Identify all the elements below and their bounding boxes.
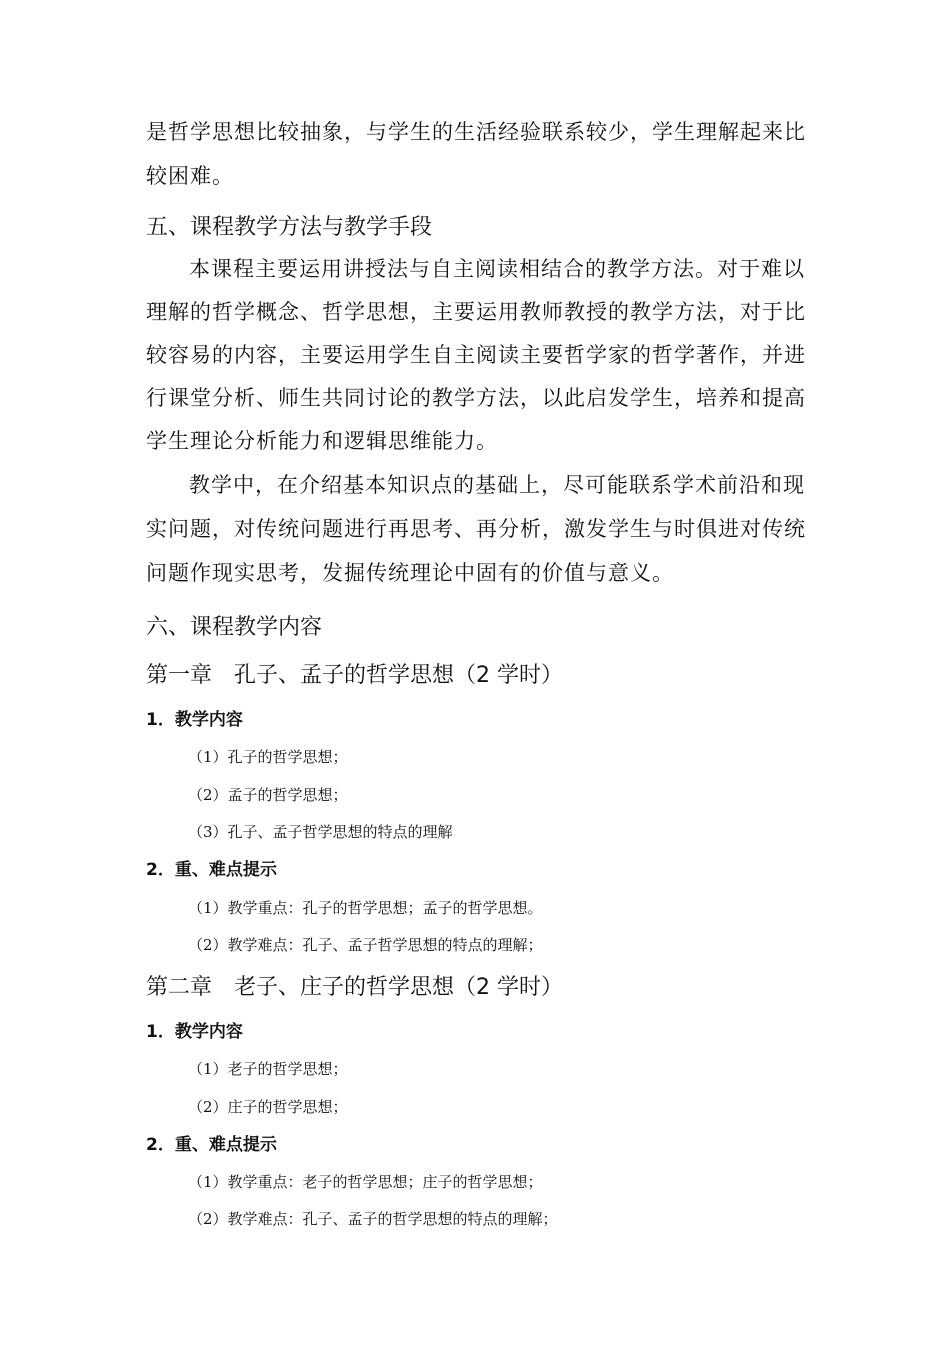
paragraph-line: 较容易的内容，主要运用学生自主阅读主要哲学家的哲学著作，并进 (146, 343, 806, 367)
sub-heading-key-points: 2．重、难点提示 (146, 1135, 277, 1155)
paragraph-line: 较困难。 (146, 164, 234, 188)
section-heading-teaching-methods: 五、课程教学方法与教学手段 (146, 215, 433, 240)
list-item: （3）孔子、孟子哲学思想的特点的理解 (188, 823, 453, 841)
list-item: （2）教学难点：孔子、孟子的哲学思想的特点的理解； (188, 1210, 558, 1228)
list-item: （1）教学重点：老子的哲学思想；庄子的哲学思想； (188, 1173, 543, 1191)
sub-heading-key-points: 2．重、难点提示 (146, 860, 277, 880)
sub-heading-teaching-content: 1．教学内容 (146, 1022, 243, 1042)
list-item: （1）老子的哲学思想； (188, 1060, 348, 1078)
paragraph-line: 是哲学思想比较抽象，与学生的生活经验联系较少，学生理解起来比 (146, 120, 806, 144)
list-item: （2）孟子的哲学思想； (188, 786, 348, 804)
paragraph-line: 理解的哲学概念、哲学思想，主要运用教师教授的教学方法，对于比 (146, 300, 806, 324)
section-heading-course-content: 六、课程教学内容 (146, 615, 323, 640)
paragraph-line: 实问题，对传统问题进行再思考、再分析，激发学生与时俱进对传统 (146, 517, 806, 541)
list-item: （1）教学重点：孔子的哲学思想；孟子的哲学思想。 (188, 899, 543, 917)
paragraph-line: 教学中，在介绍基本知识点的基础上，尽可能联系学术前沿和现 (189, 473, 805, 497)
sub-heading-teaching-content: 1．教学内容 (146, 710, 243, 730)
list-item: （1）孔子的哲学思想； (188, 748, 348, 766)
list-item: （2）教学难点：孔子、孟子哲学思想的特点的理解； (188, 936, 543, 954)
chapter-title: 第一章 孔子、孟子的哲学思想（2 学时） (146, 663, 563, 688)
paragraph-line: 学生理论分析能力和逻辑思维能力。 (146, 429, 498, 453)
chapter-title: 第二章 老子、庄子的哲学思想（2 学时） (146, 975, 563, 1000)
paragraph-line: 问题作现实思考，发掘传统理论中固有的价值与意义。 (146, 561, 674, 585)
paragraph-line: 行课堂分析、师生共同讨论的教学方法，以此启发学生，培养和提高 (146, 386, 806, 410)
paragraph-line: 本课程主要运用讲授法与自主阅读相结合的教学方法。对于难以 (189, 257, 805, 281)
list-item: （2）庄子的哲学思想； (188, 1098, 348, 1116)
